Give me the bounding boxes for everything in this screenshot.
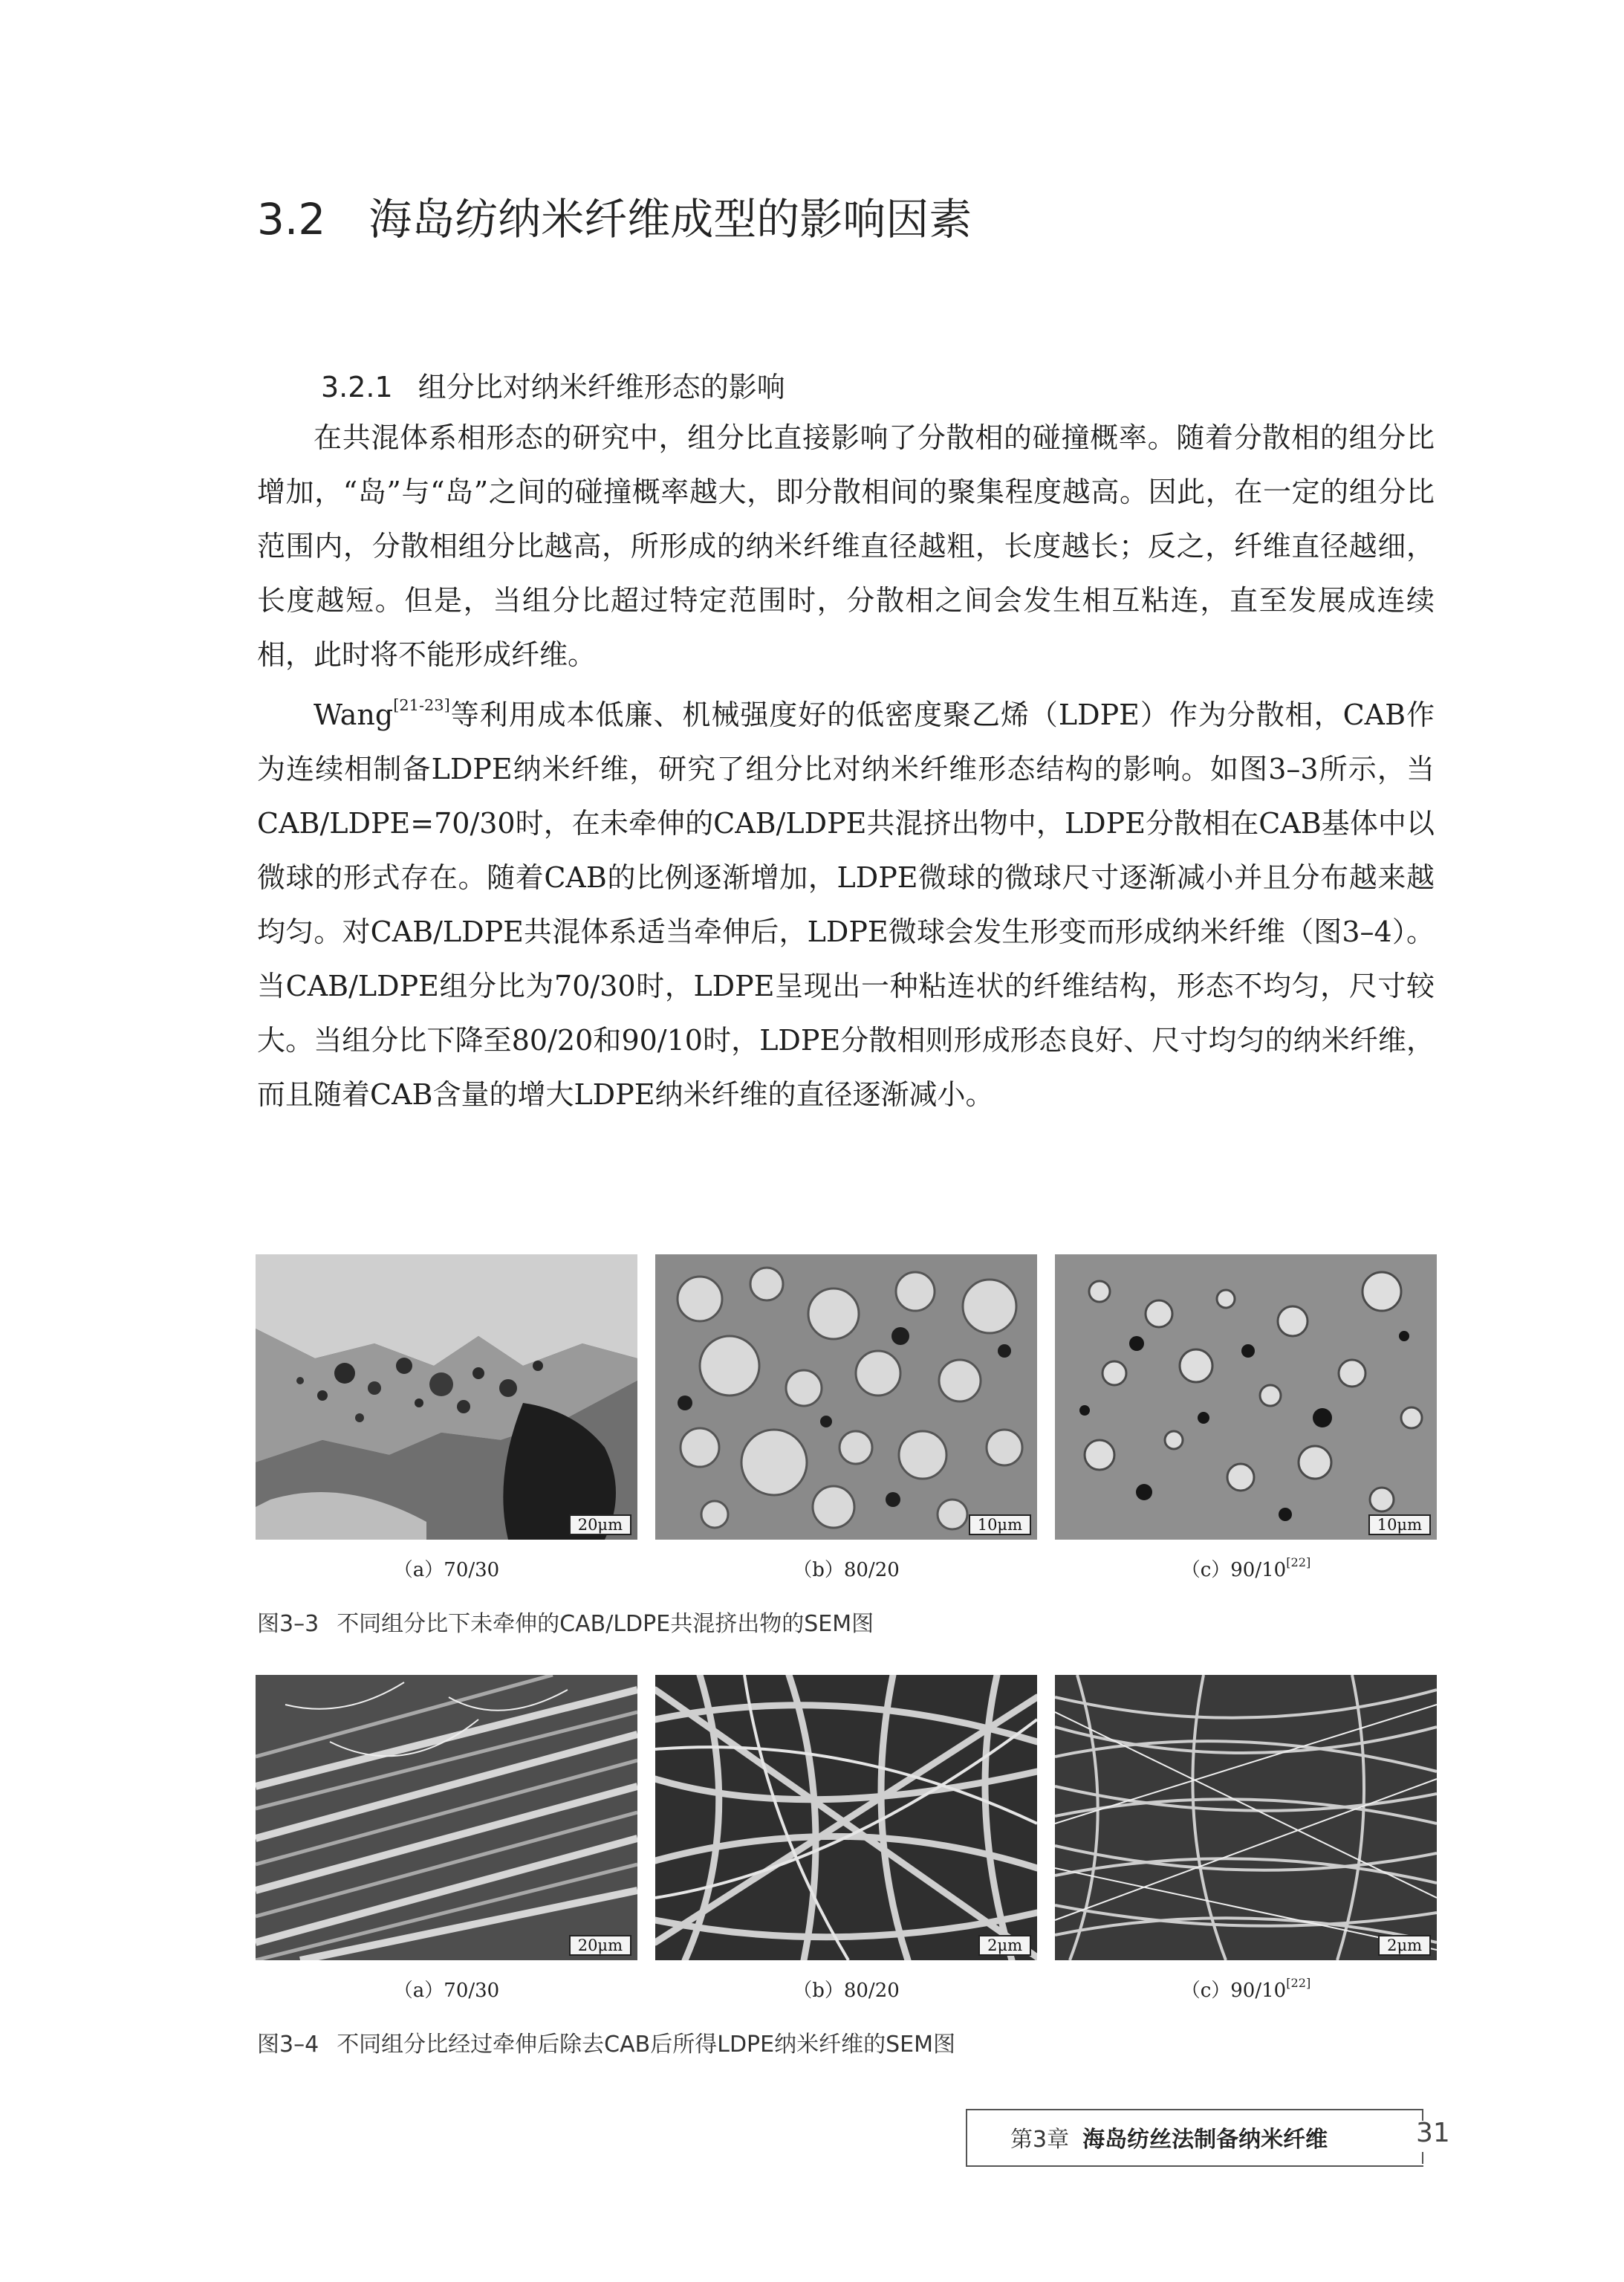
figure-3-3-caption: [257, 1605, 874, 1638]
sem-microsphere-graphic: [655, 1254, 1037, 1540]
page-footer: [966, 2103, 1450, 2170]
panel-label: （b）80/20: [793, 1980, 900, 2002]
figure-3-4-caption: [257, 2026, 955, 2058]
body-paragraph-1: [257, 411, 1435, 682]
scale-bar: 2μm: [978, 1935, 1031, 1956]
figure-3-4-label-b: [655, 1975, 1037, 2003]
scale-bar: 10μm: [1368, 1514, 1431, 1535]
figure-number: 图3–3: [257, 1611, 319, 1637]
citation-ref: [21-23]: [393, 696, 450, 715]
figure-caption-text: 不同组分比经过牵伸后除去CAB后所得LDPE纳米纤维的SEM图: [337, 2032, 955, 2058]
paragraph-body: 等利用成本低廉、机械强度好的低密度聚乙烯（LDPE）作为分散相，CAB作为连续相制备LDPE纳米纤维，研究了组分比对纳米纤维形态结构的影响。如图3–3所示，当CAB/LDPE=70/30时，在未牵伸的CAB/LDPE共混挤出物中，LDPE分散相在CAB基体中以微球的形式存在。随着CAB的比例逐渐增加，LDPE微球的微球尺寸逐渐减小并且分布越来越均匀。对CAB/LDPE共混体系适当牵伸后，LDPE微球会发生形变而形成纳米纤维（图3–4）。当CAB/LDPE组分比为70/30时，LDPE呈现出一种粘连状的纤维结构，形态不均匀，尺寸较大。当组分比下降至80/20和90/10时，LDPE分散相则形成形态良好、尺寸均匀的纳米纤维，而且随着CAB含量的增大LDPE纳米纤维的直径逐渐减小。: [257, 698, 1435, 1111]
paragraph-text: [257, 688, 1435, 1122]
sem-image-c: [1055, 1675, 1437, 1960]
subsection-heading: 组分比对纳米纤维形态的影响: [418, 371, 785, 403]
author-name: Wang: [314, 698, 394, 731]
footer-tick: [1422, 2152, 1423, 2164]
subsection-number: 3.2.1: [321, 371, 393, 403]
scale-bar: 2μm: [1378, 1935, 1431, 1956]
figure-3-3-label-c: [1055, 1555, 1437, 1582]
chapter-title: 海岛纺丝法制备纳米纤维: [1082, 2127, 1328, 2153]
section-heading: 海岛纺纳米纤维成型的影响因素: [368, 194, 972, 244]
figure-3-3-label-b: [655, 1555, 1037, 1582]
chapter-number: 第3章: [1010, 2127, 1070, 2153]
scale-bar: 10μm: [969, 1514, 1031, 1535]
sem-fiber-graphic: [1055, 1675, 1437, 1960]
panel-label: （c）90/10: [1180, 1980, 1287, 2002]
sem-fiber-graphic: [256, 1675, 637, 1960]
running-header: [1010, 2121, 1328, 2153]
paragraph-text: 在共混体系相形态的研究中，组分比直接影响了分散相的碰撞概率。随着分散相的组分比增加，“岛”与“岛”之间的碰撞概率越大，即分散相间的聚集程度越高。因此，在一定的组分比范围内，分散相组分比越高，所形成的纳米纤维直径越粗，长度越长；反之，纤维直径越细，长度越短。但是，当组分比超过特定范围时，分散相之间会发生相互粘连，直至发展成连续相，此时将不能形成纤维。: [257, 421, 1435, 671]
sem-image-c: [1055, 1254, 1437, 1540]
figure-caption-text: 不同组分比下未牵伸的CAB/LDPE共混挤出物的SEM图: [337, 1611, 874, 1637]
figure-number: 图3–4: [257, 2032, 319, 2058]
sem-image-b: [655, 1675, 1037, 1960]
citation-ref: [22]: [1286, 1555, 1311, 1570]
sem-fracture-surface-graphic: [256, 1254, 637, 1540]
page-number: 31: [1416, 2118, 1450, 2148]
section-number: 3.2: [257, 194, 326, 244]
sem-fiber-graphic: [655, 1675, 1037, 1960]
sem-microsphere-graphic: [1055, 1254, 1437, 1540]
section-title: [257, 184, 972, 247]
panel-label: （c）90/10: [1180, 1559, 1287, 1581]
figure-3-4-label-c: [1055, 1975, 1437, 2003]
figure-3-4-images: [256, 1675, 1437, 1960]
sem-image-a: [256, 1675, 637, 1960]
panel-label: （a）70/30: [393, 1559, 500, 1581]
scale-bar: 20μm: [569, 1935, 631, 1956]
subsection-title: [321, 364, 785, 405]
citation-ref: [22]: [1286, 1976, 1311, 1991]
figure-3-3-label-a: [256, 1555, 637, 1582]
panel-label: （a）70/30: [393, 1980, 500, 2002]
scale-bar: 20μm: [569, 1514, 631, 1535]
body-paragraph-2: [257, 688, 1435, 1122]
sem-image-a: [256, 1254, 637, 1540]
panel-label: （b）80/20: [793, 1559, 900, 1581]
figure-3-4-label-a: [256, 1975, 637, 2003]
sem-image-b: [655, 1254, 1037, 1540]
figure-3-3-images: [256, 1254, 1437, 1540]
